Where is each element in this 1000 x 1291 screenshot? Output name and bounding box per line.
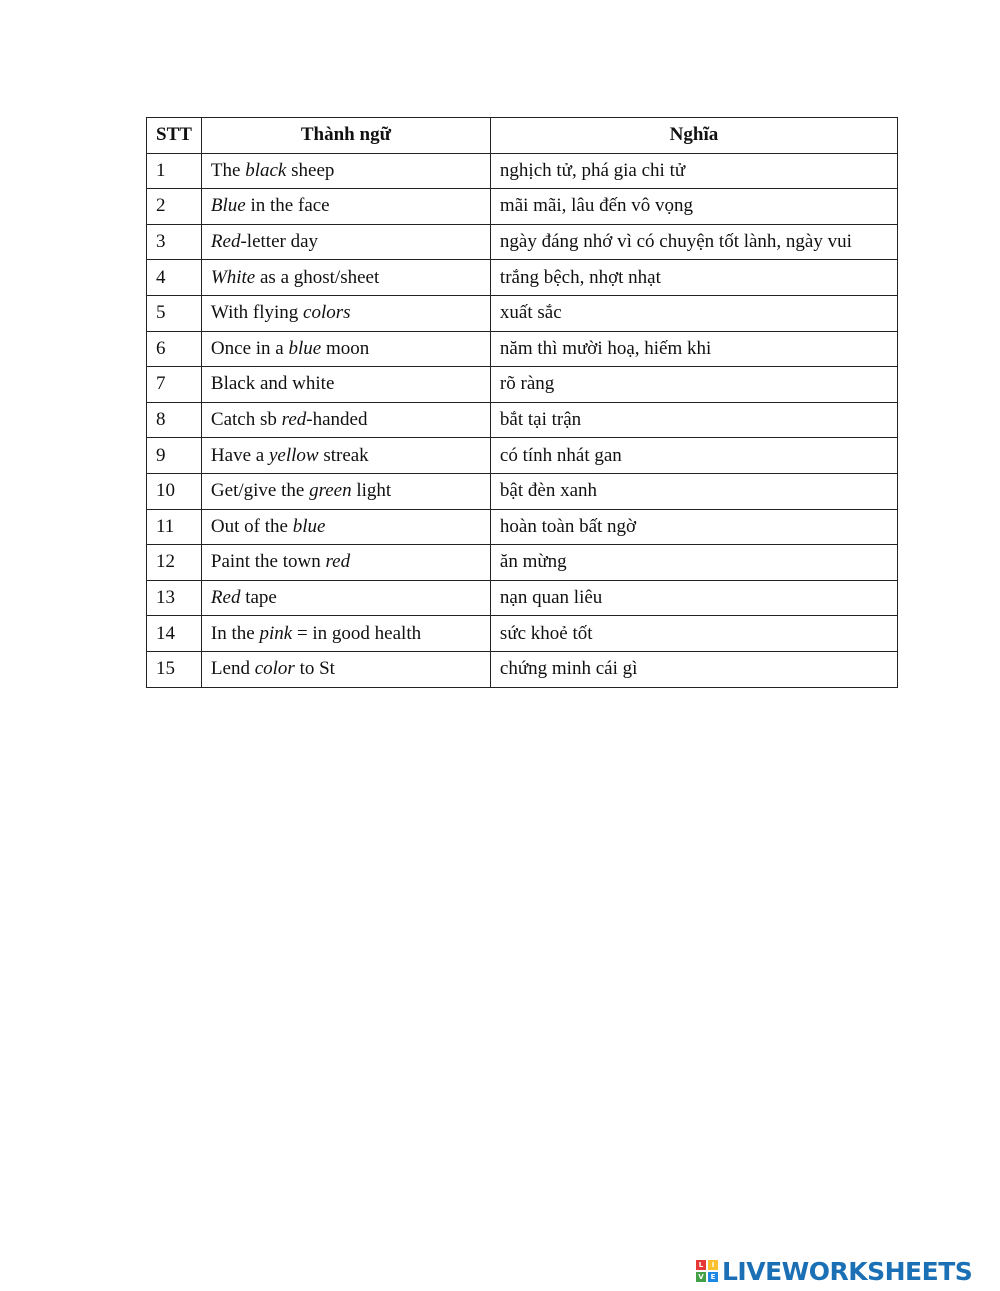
idiom-text: tape <box>240 587 277 609</box>
idiom-text: as a ghost/sheet <box>255 266 380 288</box>
table-row <box>147 473 898 509</box>
header-meaning: Nghĩa <box>490 118 897 154</box>
row-number: 9 <box>147 438 202 474</box>
idiom-color-word: yellow <box>268 444 319 466</box>
table-row <box>147 545 898 581</box>
table-row <box>147 295 898 331</box>
header-idiom: Thành ngữ <box>201 118 490 154</box>
idiom-text: With flying <box>210 302 304 324</box>
table-row <box>147 260 898 296</box>
idiom-cell <box>201 224 490 260</box>
idiom-text: = in good health <box>292 622 422 644</box>
idiom-cell <box>201 473 490 509</box>
meaning-cell: nạn quan liêu <box>490 580 897 616</box>
liveworksheets-logo <box>696 1255 972 1287</box>
idiom-text: Once in a <box>210 337 289 359</box>
idiom-text: to St <box>294 658 335 680</box>
table-row <box>147 509 898 545</box>
idiom-color-word: green <box>309 480 352 502</box>
row-number: 11 <box>147 509 202 545</box>
row-number: 1 <box>147 153 202 189</box>
logo-block-icon: L <box>696 1260 706 1270</box>
row-number: 13 <box>147 580 202 616</box>
meaning-cell: trắng bệch, nhợt nhạt <box>490 260 897 296</box>
meaning-cell: bắt tại trận <box>490 402 897 438</box>
logo-block-icon: E <box>708 1272 718 1282</box>
idioms-table <box>146 117 898 688</box>
idiom-cell <box>201 260 490 296</box>
idiom-color-word: blue <box>292 515 326 537</box>
idiom-text: In the <box>210 622 260 644</box>
idiom-color-word: White <box>210 266 256 288</box>
idiom-text: moon <box>321 337 370 359</box>
table-row <box>147 616 898 652</box>
table-row <box>147 153 898 189</box>
table-header-row <box>147 118 898 154</box>
idiom-text: Black and white <box>210 373 335 395</box>
row-number: 4 <box>147 260 202 296</box>
idiom-color-word: Red <box>210 587 241 609</box>
meaning-cell: sức khoẻ tốt <box>490 616 897 652</box>
idiom-text: -handed <box>306 409 368 431</box>
idiom-text: Lend <box>210 658 255 680</box>
row-number: 10 <box>147 473 202 509</box>
meaning-cell: có tính nhát gan <box>490 438 897 474</box>
idiom-cell <box>201 402 490 438</box>
idiom-color-word: colors <box>303 302 351 324</box>
row-number: 12 <box>147 545 202 581</box>
row-number: 5 <box>147 295 202 331</box>
meaning-cell: ăn mừng <box>490 545 897 581</box>
idiom-cell <box>201 153 490 189</box>
row-number: 3 <box>147 224 202 260</box>
idiom-color-word: Red <box>210 231 241 253</box>
meaning-cell: ngày đáng nhớ vì có chuyện tốt lành, ngày vui <box>490 224 897 260</box>
idiom-color-word: black <box>245 159 287 181</box>
idiom-cell <box>201 331 490 367</box>
meaning-cell: rõ ràng <box>490 367 897 403</box>
table-row <box>147 402 898 438</box>
table-row <box>147 224 898 260</box>
table-row <box>147 651 898 687</box>
idiom-cell <box>201 367 490 403</box>
idiom-color-word: Blue <box>210 195 246 217</box>
idiom-text: in the face <box>245 195 330 217</box>
idiom-cell <box>201 580 490 616</box>
table-row <box>147 331 898 367</box>
header-stt: STT <box>147 118 202 154</box>
idiom-text: Have a <box>210 444 269 466</box>
row-number: 15 <box>147 651 202 687</box>
idiom-cell <box>201 651 490 687</box>
idiom-text: Get/give the <box>210 480 310 502</box>
idiom-color-word: red <box>325 551 351 573</box>
idiom-cell <box>201 616 490 652</box>
table-row <box>147 438 898 474</box>
row-number: 6 <box>147 331 202 367</box>
idiom-cell <box>201 295 490 331</box>
table-row <box>147 189 898 225</box>
idiom-color-word: pink <box>259 622 293 644</box>
idiom-cell <box>201 545 490 581</box>
meaning-cell: nghịch tử, phá gia chi tử <box>490 153 897 189</box>
meaning-cell: chứng minh cái gì <box>490 651 897 687</box>
table-row <box>147 367 898 403</box>
idiom-text: Paint the town <box>210 551 326 573</box>
idiom-text: Catch sb <box>210 409 282 431</box>
meaning-cell: mãi mãi, lâu đến vô vọng <box>490 189 897 225</box>
idiom-text: Out of the <box>210 515 293 537</box>
logo-icon <box>696 1260 718 1282</box>
idiom-cell <box>201 189 490 225</box>
row-number: 2 <box>147 189 202 225</box>
meaning-cell: năm thì mười hoạ, hiếm khi <box>490 331 897 367</box>
idiom-text: light <box>351 480 392 502</box>
row-number: 7 <box>147 367 202 403</box>
idiom-color-word: blue <box>288 337 322 359</box>
logo-text: LIVEWORKSHEETS <box>722 1256 973 1286</box>
meaning-cell: hoàn toàn bất ngờ <box>490 509 897 545</box>
logo-block-icon: V <box>696 1272 706 1282</box>
meaning-cell: bật đèn xanh <box>490 473 897 509</box>
idiom-cell <box>201 438 490 474</box>
row-number: 8 <box>147 402 202 438</box>
row-number: 14 <box>147 616 202 652</box>
idiom-color-word: color <box>254 658 295 680</box>
idiom-text: sheep <box>286 159 335 181</box>
idiom-cell <box>201 509 490 545</box>
meaning-cell: xuất sắc <box>490 295 897 331</box>
logo-block-icon: I <box>708 1260 718 1270</box>
idiom-text: The <box>210 159 246 181</box>
idiom-color-word: red <box>281 409 307 431</box>
idiom-text: streak <box>318 444 369 466</box>
table-row <box>147 580 898 616</box>
idiom-text: -letter day <box>240 231 319 253</box>
table-body <box>147 153 898 687</box>
